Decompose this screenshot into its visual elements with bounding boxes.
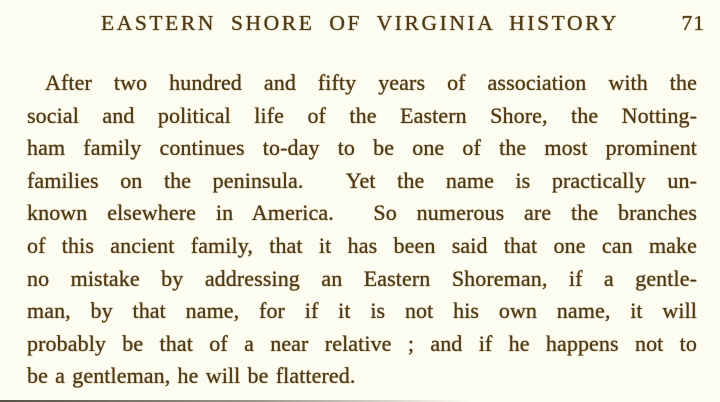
text-line: social and political life of the Eastern Shore, the Notting- <box>27 102 697 128</box>
text-line: man, by that name, for if it is not his own name, it will <box>27 298 697 324</box>
text-line: After two hundred and fifty years of association with the <box>45 70 697 95</box>
text-line: known elsewhere in America. So numerous are the branches <box>27 200 697 226</box>
paragraph <box>27 67 697 393</box>
text-line: probably be that of a near relative ; and if he happens not to <box>27 330 697 356</box>
page-number: 71 <box>681 11 705 35</box>
text-line: of this ancient family, that it has been said that one can make <box>27 232 697 258</box>
running-header <box>0 11 720 41</box>
text-line: be a gentleman, he will be flattered. <box>27 363 356 389</box>
text-line: ham family continues to-day to be one of the most prominent <box>27 135 697 161</box>
page-title: EASTERN SHORE OF VIRGINIA HISTORY <box>101 11 619 35</box>
text-line: families on the peninsula. Yet the name is practically un- <box>27 167 697 193</box>
text-line: no mistake by addressing an Eastern Shoreman, if a gentle- <box>27 265 697 291</box>
